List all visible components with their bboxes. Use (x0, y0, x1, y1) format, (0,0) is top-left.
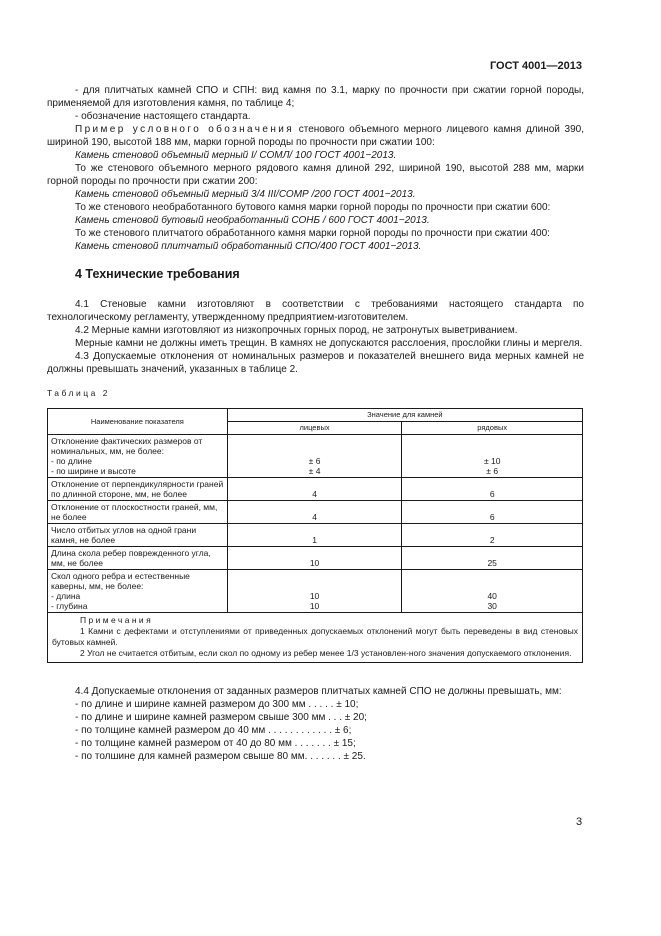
table-cell-value-2: 25 (402, 547, 583, 570)
table-row (48, 547, 583, 570)
tolerance-list (47, 698, 584, 763)
notes-title: Примечания (80, 615, 154, 625)
table-head-name: Наименование показателя (48, 409, 228, 435)
table-row (48, 570, 583, 613)
table-cell-value-2: 6 (402, 501, 583, 524)
paragraph-4-2a: 4.2 Мерные камни изготовляют из низкопрочных горных пород, не затронутых выветриванием. (75, 325, 518, 336)
example-text: стенового объемного мерного лицевого камня длиной 390, шириной 190, высотой 188 мм, марки горной породы по прочности при сжатии 100: (47, 124, 584, 148)
standard-header: ГОСТ 4001—2013 (489, 60, 582, 72)
example-paragraph-4: То же стенового плитчатого обработанного камня марки горной породы по прочности при сжатии 400: (75, 228, 550, 239)
paragraph-4-2b: Мерные камни не должны иметь трещин. В камнях не допускаются расслоения, прослойки глины и мергеля. (75, 338, 583, 349)
intro-line-1: - для плитчатых камней СПО и СПН: вид камня по 3.1, марку по прочности при сжатии горной породы, применяемой для изготовления камня, по таблице 4; (47, 85, 584, 109)
table-cell-name: Отклонение от плоскостности граней, мм, не более (48, 501, 228, 524)
intro-line-2: - обозначение настоящего стандарта. (75, 111, 251, 122)
paragraph-4-3: 4.3 Допускаемые отклонения от номинальных размеров и показателей внешнего вида мерных камней не должны превышать значений, указанных в таблице 2. (47, 351, 584, 375)
example-designation-1: Камень стеновой объемный мерный I/ СОМЛ/ 100 ГОСТ 4001−2013. (75, 150, 397, 161)
example-designation-4: Камень стеновой плитчатый обработанный СПО/400 ГОСТ 4001−2013. (75, 241, 422, 252)
table-head-col2: рядовых (402, 422, 583, 435)
table-cell-value-2: ± 10 ± 6 (402, 435, 583, 478)
table-row (48, 501, 583, 524)
example-paragraph-3: То же стенового необработанного бутового камня марки горной породы по прочности при сжатии 600: (75, 202, 551, 213)
list-item: - по толшине для камней размером свыше 80 мм. . . . . . . ± 25. (75, 751, 366, 762)
tolerance-table (47, 408, 583, 663)
table-row (48, 435, 583, 478)
table-cell-value-2: 2 (402, 524, 583, 547)
table-cell-value-1: 4 (227, 478, 402, 501)
note-1: 1 Камни с дефектами и отступлениями от приведенных допускаемых отклонений могут быть переведены в вид стеновых бутовых камней. (52, 626, 578, 647)
list-item: - по длине и ширине камней размером свыше 300 мм . . . ± 20; (75, 712, 367, 723)
table-cell-name: Скол одного ребра и естественные каверны, мм, не более: - длина - глубина (48, 570, 228, 613)
table-cell-name: Отклонение фактических размеров от номинальных, мм, не более: - по длине - по ширине и высоте (48, 435, 228, 478)
table-head-values: Значение для камней (227, 409, 582, 422)
table-notes (48, 613, 583, 663)
table-cell-value-1: 1 (227, 524, 402, 547)
list-item: - по толщине камней размером от 40 до 80 мм . . . . . . . ± 15; (75, 738, 356, 749)
page-content (47, 84, 584, 763)
list-item: - по толщине камней размером до 40 мм . . . . . . . . . . . . ± 6; (75, 725, 352, 736)
table-caption: Таблица 2 (47, 388, 110, 398)
example-designation-2: Камень стеновой объемный мерный 3/4 III/СОМР /200 ГОСТ 4001−2013. (75, 189, 416, 200)
table-cell-value-1: 10 10 (227, 570, 402, 613)
table-row (48, 524, 583, 547)
table-cell-value-1: 4 (227, 501, 402, 524)
table-cell-name: Длина скола ребер поврежденного угла, мм, не более (48, 547, 228, 570)
table-head-col1: лицевых (227, 422, 402, 435)
example-designation-3: Камень стеновой бутовый необработанный СОНБ / 600 ГОСТ 4001−2013. (75, 215, 430, 226)
paragraph-4-4: 4.4 Допускаемые отклонения от заданных размеров плитчатых камней СПО не должны превышать, мм: (75, 686, 562, 697)
table-cell-value-2: 6 (402, 478, 583, 501)
table-row (48, 478, 583, 501)
example-paragraph (47, 123, 584, 149)
note-2: 2 Угол не считается отбитым, если скол по одному из ребер менее 1/3 установлен-ного значения допускаемого отклонения. (80, 648, 572, 658)
table-cell-value-1: ± 6 ± 4 (227, 435, 402, 478)
list-item: - по длине и ширине камней размером до 300 мм . . . . . ± 10; (75, 699, 359, 710)
section-title: 4 Технические требования (75, 267, 240, 281)
table-cell-name: Число отбитых углов на одной грани камня, не более (48, 524, 228, 547)
page-number: 3 (576, 816, 583, 828)
example-label: Пример условного обозначения (75, 124, 295, 135)
table-cell-value-2: 40 30 (402, 570, 583, 613)
table-cell-value-1: 10 (227, 547, 402, 570)
paragraph-4-1: 4.1 Стеновые камни изготовляют в соответствии с требованиями настоящего стандарта по технологическому регламенту, утвержденному предприятием-изготовителем. (47, 299, 584, 323)
example-paragraph-2: То же стенового объемного мерного рядового камня длиной 292, шириной 190, высотой 288 мм, марки горной породы по прочности при сжатии 200: (47, 163, 584, 187)
table-cell-name: Отклонение от перпендикулярности граней по длинной стороне, мм, не более (48, 478, 228, 501)
